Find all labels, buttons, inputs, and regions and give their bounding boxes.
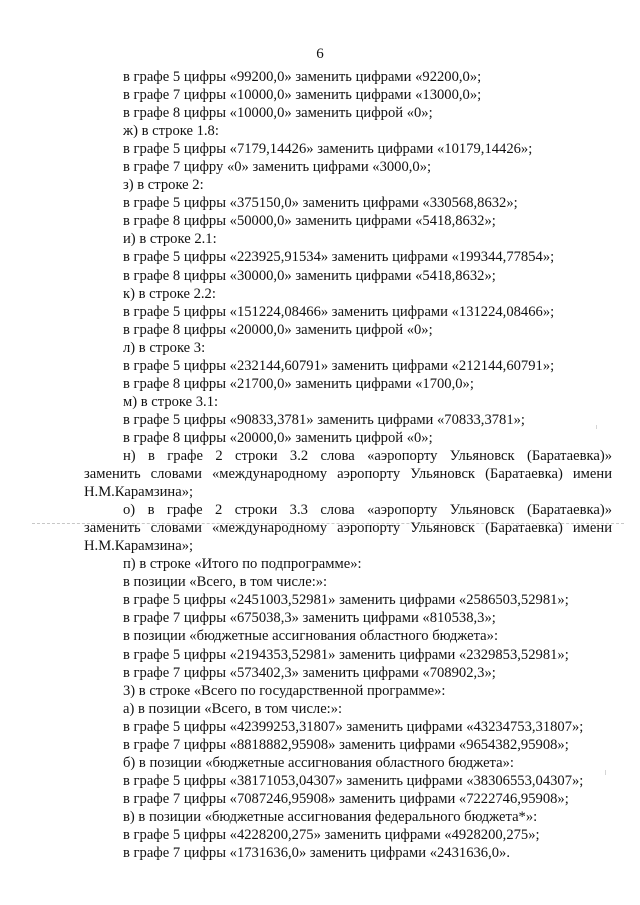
text-line: в графе 5 цифры «2194353,52981» заменить цифрами «2329853,52981»; xyxy=(123,646,569,663)
text-line: к) в строке 2.2: xyxy=(123,285,216,302)
text-line: в графе 5 цифры «4228200,275» заменить цифрами «4928200,275»; xyxy=(123,826,540,843)
text-line: в графе 5 цифры «7179,14426» заменить цифрами «10179,14426»; xyxy=(123,141,533,158)
text-line: п) в строке «Итого по подпрограмме»: xyxy=(123,556,362,573)
text-line: в позиции «Всего, в том числе:»: xyxy=(123,574,328,591)
text-line: в) в позиции «бюджетные ассигнования федерального бюджета*»: xyxy=(123,808,538,825)
text-line: заменить словами «международному аэропорту Ульяновск (Баратаевка) имени xyxy=(84,466,612,483)
text-line: в графе 7 цифру «0» заменить цифрами «3000,0»; xyxy=(123,159,432,176)
text-line: л) в строке 3: xyxy=(123,339,206,356)
text-line: в графе 8 цифры «10000,0» заменить цифрой «0»; xyxy=(123,105,433,122)
text-line: а) в позиции «Всего, в том числе:»: xyxy=(123,700,343,717)
text-line: в графе 8 цифры «50000,0» заменить цифрами «5418,8632»; xyxy=(123,213,496,230)
text-line: в графе 7 цифры «10000,0» заменить цифрами «13000,0»; xyxy=(123,87,482,104)
text-line: и) в строке 2.1: xyxy=(123,231,217,248)
text-line: о) в графе 2 строки 3.3 слова «аэропорту Ульяновск (Баратаевка)» xyxy=(123,502,612,519)
text-line: в графе 8 цифры «20000,0» заменить цифрой «0»; xyxy=(123,321,433,338)
text-line: в графе 7 цифры «7087246,95908» заменить цифрами «7222746,95908»; xyxy=(123,790,569,807)
text-line: в графе 5 цифры «223925,91534» заменить цифрами «199344,77854»; xyxy=(123,249,555,266)
text-line: в графе 5 цифры «99200,0» заменить цифрами «92200,0»; xyxy=(123,69,482,85)
page-number: 6 xyxy=(316,46,324,62)
text-line: м) в строке 3.1: xyxy=(123,393,219,410)
text-line: в графе 7 цифры «1731636,0» заменить цифрами «2431636,0». xyxy=(123,845,510,862)
text-line: в графе 5 цифры «38171053,04307» заменить цифрами «38306553,04307»; xyxy=(123,772,584,789)
text-line: в графе 7 цифры «8818882,95908» заменить цифрами «9654382,95908»; xyxy=(123,736,569,753)
text-line: в графе 5 цифры «151224,08466» заменить цифрами «131224,08466»; xyxy=(123,303,555,320)
text-line: в графе 8 цифры «20000,0» заменить цифрой «0»; xyxy=(123,429,433,446)
text-line: в графе 7 цифры «675038,3» заменить цифрами «810538,3»; xyxy=(123,610,496,627)
text-line: н) в графе 2 строки 3.2 слова «аэропорту Ульяновск (Баратаевка)» xyxy=(123,447,612,464)
text-line: б) в позиции «бюджетные ассигнования областного бюджета»: xyxy=(123,754,514,771)
text-line: Н.М.Карамзина»; xyxy=(84,484,194,501)
text-line: в графе 8 цифры «21700,0» заменить цифрами «1700,0»; xyxy=(123,375,474,392)
text-line: в графе 5 цифры «375150,0» заменить цифрами «330568,8632»; xyxy=(123,195,518,212)
text-line: в графе 5 цифры «232144,60791» заменить цифрами «212144,60791»; xyxy=(123,357,555,374)
text-line: ж) в строке 1.8: xyxy=(123,123,219,140)
text-line: в графе 8 цифры «30000,0» заменить цифрами «5418,8632»; xyxy=(123,267,496,284)
text-line: Н.М.Карамзина»; xyxy=(84,538,194,555)
text-line: в графе 5 цифры «2451003,52981» заменить цифрами «2586503,52981»; xyxy=(123,592,569,609)
text-line: в позиции «бюджетные ассигнования областного бюджета»: xyxy=(123,628,498,645)
text-line: 3) в строке «Всего по государственной программе»: xyxy=(123,682,446,699)
text-line: в графе 7 цифры «573402,3» заменить цифрами «708902,3»; xyxy=(123,664,496,681)
document-body xyxy=(84,68,612,862)
text-line: з) в строке 2: xyxy=(123,177,204,194)
text-line: в графе 5 цифры «42399253,31807» заменить цифрами «43234753,31807»; xyxy=(123,718,584,735)
text-line: заменить словами «международному аэропорту Ульяновск (Баратаевка) имени xyxy=(84,520,612,537)
text-line: в графе 5 цифры «90833,3781» заменить цифрами «70833,3781»; xyxy=(123,411,525,428)
